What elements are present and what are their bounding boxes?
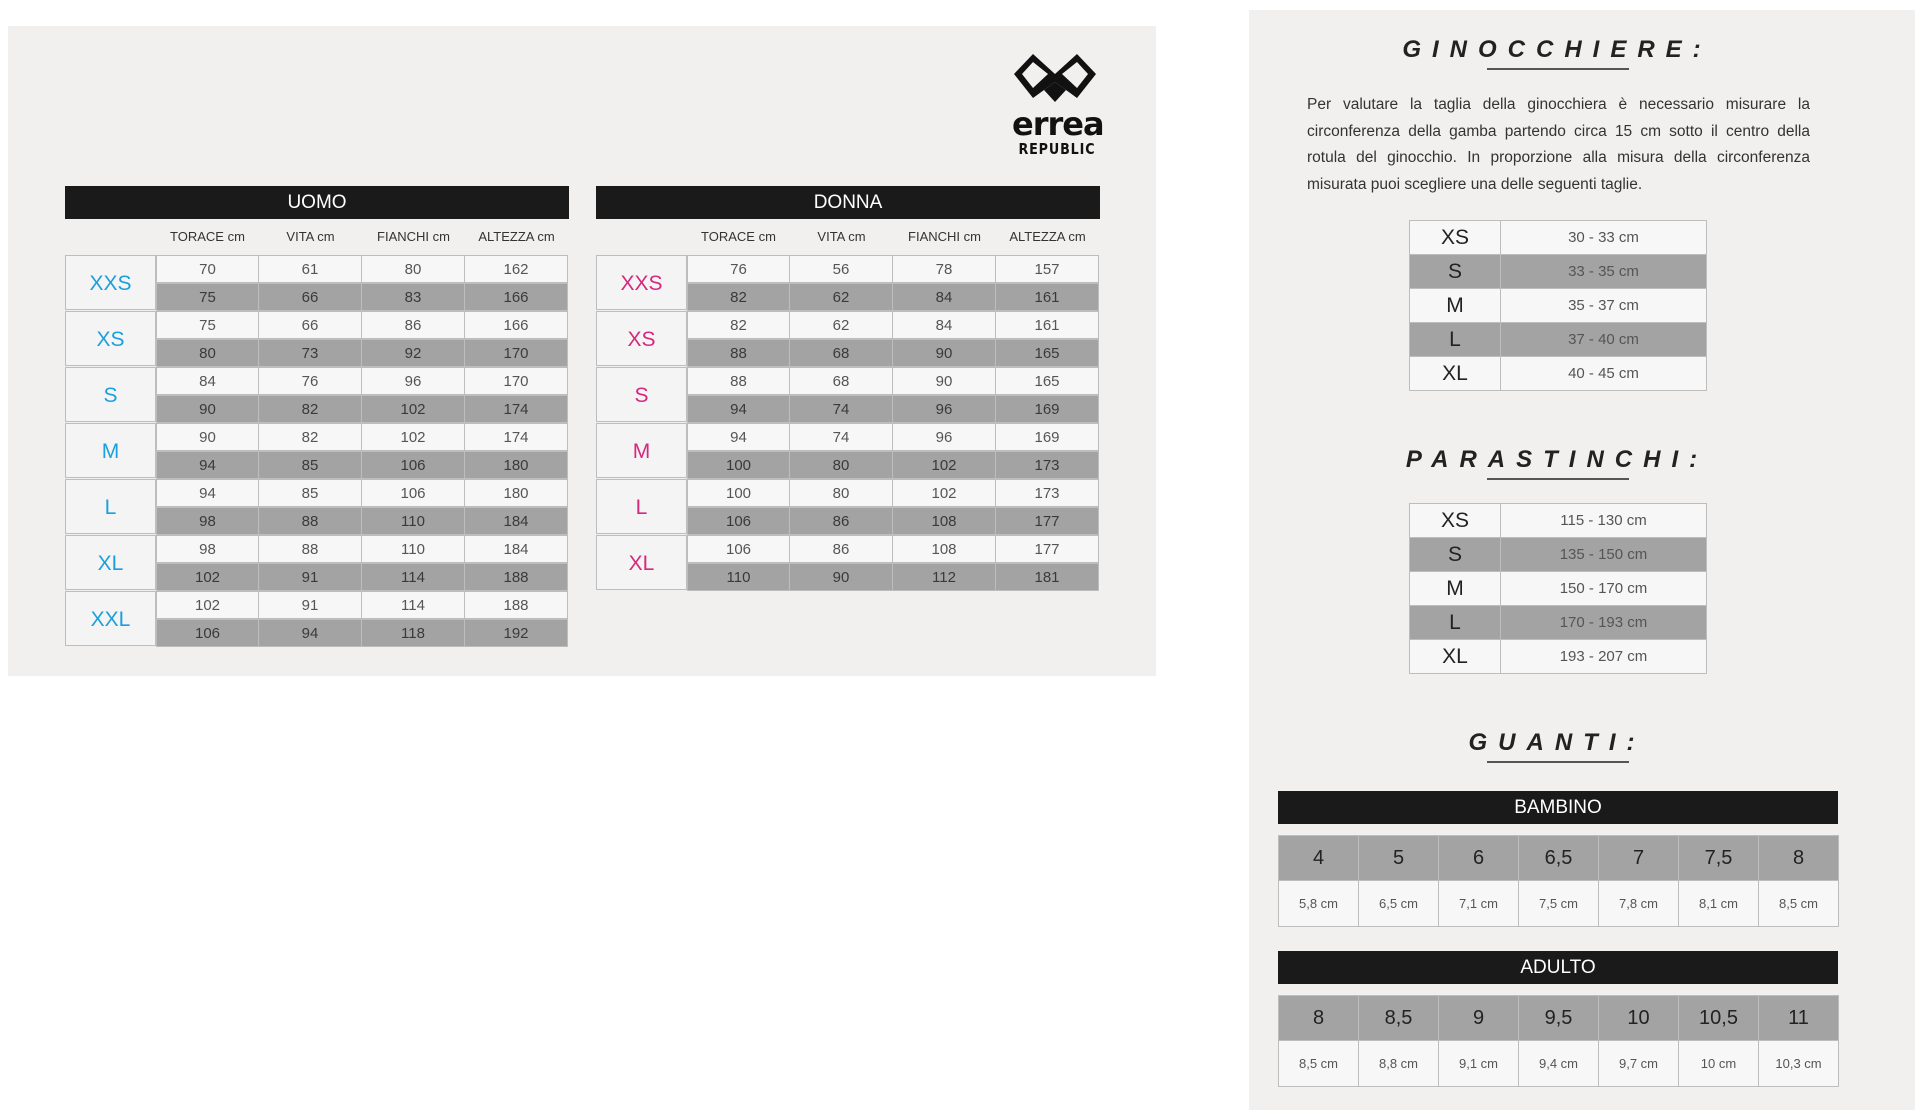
guanti-adulto-cm: 10 cm (1678, 1041, 1759, 1087)
parastinchi-size: XL (1409, 639, 1501, 674)
donna-measure-cell: 88 (687, 367, 790, 395)
guanti-adulto-size: 10 (1598, 995, 1679, 1041)
uomo-measure-cell: 96 (362, 367, 465, 395)
guanti-adulto-cell (1358, 995, 1439, 1087)
parastinchi-title: PARASTINCHI: (1405, 446, 1709, 473)
uomo-header-1: VITA cm (286, 229, 335, 244)
uomo-measure-cell: 84 (156, 367, 259, 395)
guanti-bambino-size: 8 (1758, 835, 1839, 881)
uomo-measure-cell: 70 (156, 255, 259, 283)
donna-measure-cell: 96 (893, 423, 996, 451)
uomo-measure-cell: 106 (362, 479, 465, 507)
ginocchiere-range: 40 - 45 cm (1500, 356, 1707, 391)
donna-measure-cell: 102 (893, 451, 996, 479)
uomo-measure-cell: 110 (362, 535, 465, 563)
donna-measure-cell: 78 (893, 255, 996, 283)
parastinchi-range: 150 - 170 cm (1500, 571, 1707, 606)
uomo-header-3: ALTEZZA cm (478, 229, 555, 244)
parastinchi-size: L (1409, 605, 1501, 640)
guanti-bambino-cell (1438, 835, 1519, 927)
ginocchiere-title: GINOCCHIERE: (1402, 36, 1712, 63)
guanti-adulto-cm: 8,8 cm (1358, 1041, 1439, 1087)
guanti-bambino-size: 5 (1358, 835, 1439, 881)
ginocchiere-range: 30 - 33 cm (1500, 220, 1707, 255)
donna-measure-cell: 88 (687, 339, 790, 367)
donna-measure-cell: 169 (996, 395, 1099, 423)
donna-header-2: FIANCHI cm (908, 229, 981, 244)
donna-size-label: L (596, 479, 687, 534)
donna-measure-cell: 100 (687, 451, 790, 479)
donna-measure-cell: 86 (790, 535, 893, 563)
donna-measure-cell: 106 (687, 535, 790, 563)
uomo-measure-cell: 162 (465, 255, 568, 283)
uomo-size-label: S (65, 367, 156, 422)
donna-size-label: XL (596, 535, 687, 590)
donna-measure-cell: 68 (790, 339, 893, 367)
donna-size-table (596, 186, 1100, 586)
uomo-measure-cell: 90 (156, 395, 259, 423)
uomo-measure-cell: 85 (259, 479, 362, 507)
uomo-measure-cell: 91 (259, 563, 362, 591)
ginocchiere-size: XS (1409, 220, 1501, 255)
donna-measure-cell: 86 (790, 507, 893, 535)
uomo-measure-cell: 166 (465, 283, 568, 311)
guanti-adulto-size: 9 (1438, 995, 1519, 1041)
donna-measure-cell: 90 (893, 339, 996, 367)
guanti-bambino-size: 6 (1438, 835, 1519, 881)
uomo-measure-cell: 118 (362, 619, 465, 647)
uomo-measure-cell: 90 (156, 423, 259, 451)
guanti-adulto-cm: 8,5 cm (1278, 1041, 1359, 1087)
donna-measure-cell: 165 (996, 339, 1099, 367)
parastinchi-row (1409, 605, 1707, 639)
donna-measure-cell: 102 (893, 479, 996, 507)
uomo-title: UOMO (65, 186, 569, 219)
donna-measure-cell: 84 (893, 283, 996, 311)
guanti-adulto-cell (1518, 995, 1599, 1087)
uomo-size-table (65, 186, 569, 642)
donna-header-0: TORACE cm (701, 229, 776, 244)
uomo-measure-cell: 94 (156, 451, 259, 479)
donna-measure-cell: 82 (687, 283, 790, 311)
uomo-measure-cell: 61 (259, 255, 362, 283)
guanti-bambino-cm: 5,8 cm (1278, 881, 1359, 927)
donna-measure-cell: 161 (996, 283, 1099, 311)
uomo-measure-cell: 94 (259, 619, 362, 647)
uomo-size-label: L (65, 479, 156, 534)
guanti-bambino-size: 7 (1598, 835, 1679, 881)
guanti-bambino-cm: 7,5 cm (1518, 881, 1599, 927)
uomo-size-label: XXS (65, 255, 156, 310)
guanti-bambino-cell (1358, 835, 1439, 927)
uomo-measure-cell: 66 (259, 283, 362, 311)
uomo-measure-cell: 75 (156, 283, 259, 311)
donna-measure-cell: 181 (996, 563, 1099, 591)
uomo-measure-cell: 102 (362, 423, 465, 451)
uomo-measure-cell: 80 (362, 255, 465, 283)
donna-size-label: M (596, 423, 687, 478)
donna-measure-cell: 157 (996, 255, 1099, 283)
guanti-title: GUANTI: (1468, 729, 1646, 756)
uomo-measure-cell: 184 (465, 535, 568, 563)
donna-title: DONNA (596, 186, 1100, 219)
ginocchiere-range: 33 - 35 cm (1500, 254, 1707, 289)
donna-header-1: VITA cm (817, 229, 866, 244)
guanti-bambino-cell (1278, 835, 1359, 927)
guanti-adulto-size: 9,5 (1518, 995, 1599, 1041)
uomo-measure-cell: 98 (156, 507, 259, 535)
guanti-bambino-cm: 8,5 cm (1758, 881, 1839, 927)
donna-measure-cell: 173 (996, 451, 1099, 479)
uomo-measure-cell: 170 (465, 367, 568, 395)
uomo-measure-cell: 106 (156, 619, 259, 647)
uomo-measure-cell: 75 (156, 311, 259, 339)
ginocchiere-size: M (1409, 288, 1501, 323)
uomo-measure-cell: 180 (465, 451, 568, 479)
ginocchiere-row (1409, 288, 1707, 322)
donna-measure-cell: 96 (893, 395, 996, 423)
guanti-adulto-cells (1278, 995, 1838, 1087)
guanti-adulto-cell (1278, 995, 1359, 1087)
donna-measure-cell: 108 (893, 535, 996, 563)
uomo-measure-cell: 188 (465, 591, 568, 619)
guanti-adulto-size: 11 (1758, 995, 1839, 1041)
guanti-bambino-cell (1598, 835, 1679, 927)
guanti-adulto-cm: 9,4 cm (1518, 1041, 1599, 1087)
uomo-measure-cell: 86 (362, 311, 465, 339)
uomo-measure-cell: 170 (465, 339, 568, 367)
uomo-measure-cell: 98 (156, 535, 259, 563)
donna-measure-cell: 108 (893, 507, 996, 535)
donna-measure-cell: 74 (790, 395, 893, 423)
uomo-measure-cell: 114 (362, 591, 465, 619)
guanti-bambino-table (1278, 791, 1838, 927)
uomo-measure-cell: 114 (362, 563, 465, 591)
donna-measure-cell: 177 (996, 507, 1099, 535)
ginocchiere-row (1409, 322, 1707, 356)
guanti-bambino-cm: 8,1 cm (1678, 881, 1759, 927)
guanti-bambino-cell (1758, 835, 1839, 927)
parastinchi-row (1409, 503, 1707, 537)
donna-headers (596, 219, 1100, 255)
uomo-measure-cell: 85 (259, 451, 362, 479)
guanti-bambino-title: BAMBINO (1278, 791, 1838, 824)
uomo-measure-cell: 166 (465, 311, 568, 339)
ginocchiere-range: 37 - 40 cm (1500, 322, 1707, 357)
donna-header-3: ALTEZZA cm (1009, 229, 1086, 244)
donna-measure-cell: 84 (893, 311, 996, 339)
ginocchiere-size-table (1409, 220, 1707, 390)
donna-size-label: S (596, 367, 687, 422)
parastinchi-range: 135 - 150 cm (1500, 537, 1707, 572)
ginocchiere-size: S (1409, 254, 1501, 289)
guanti-adulto-size: 8 (1278, 995, 1359, 1041)
ginocchiere-row (1409, 254, 1707, 288)
uomo-measure-cell: 91 (259, 591, 362, 619)
donna-measure-cell: 177 (996, 535, 1099, 563)
logo-wordmark: errea (1012, 105, 1104, 143)
donna-measure-cell: 90 (893, 367, 996, 395)
ginocchiere-underline (1487, 68, 1629, 70)
uomo-measure-cell: 82 (259, 395, 362, 423)
guanti-bambino-cells (1278, 835, 1838, 927)
donna-measure-cell: 94 (687, 423, 790, 451)
donna-measure-cell: 76 (687, 255, 790, 283)
guanti-adulto-cm: 9,7 cm (1598, 1041, 1679, 1087)
guanti-bambino-size: 7,5 (1678, 835, 1759, 881)
logo-subtitle: REPUBLIC (1018, 140, 1096, 158)
guanti-adulto-size: 10,5 (1678, 995, 1759, 1041)
guanti-adulto-cell (1438, 995, 1519, 1087)
parastinchi-underline (1487, 478, 1629, 480)
uomo-header-0: TORACE cm (170, 229, 245, 244)
uomo-measure-cell: 184 (465, 507, 568, 535)
donna-measure-cell: 82 (687, 311, 790, 339)
donna-measure-cell: 68 (790, 367, 893, 395)
parastinchi-range: 193 - 207 cm (1500, 639, 1707, 674)
uomo-measure-cell: 88 (259, 507, 362, 535)
guanti-bambino-cell (1518, 835, 1599, 927)
ginocchiere-row (1409, 220, 1707, 254)
uomo-measure-cell: 66 (259, 311, 362, 339)
donna-measure-cell: 62 (790, 311, 893, 339)
ginocchiere-size: L (1409, 322, 1501, 357)
guanti-adulto-cell (1598, 995, 1679, 1087)
uomo-measure-cell: 76 (259, 367, 362, 395)
uomo-measure-cell: 92 (362, 339, 465, 367)
uomo-size-label: XL (65, 535, 156, 590)
donna-measure-cell: 80 (790, 451, 893, 479)
parastinchi-range: 115 - 130 cm (1500, 503, 1707, 538)
uomo-measure-cell: 188 (465, 563, 568, 591)
ginocchiere-row (1409, 356, 1707, 390)
uomo-size-label: XS (65, 311, 156, 366)
uomo-measure-cell: 102 (362, 395, 465, 423)
uomo-measure-cell: 102 (156, 591, 259, 619)
donna-size-label: XS (596, 311, 687, 366)
parastinchi-row (1409, 571, 1707, 605)
uomo-headers (65, 219, 569, 255)
uomo-measure-cell: 82 (259, 423, 362, 451)
guanti-adulto-cm: 9,1 cm (1438, 1041, 1519, 1087)
donna-measure-cell: 112 (893, 563, 996, 591)
donna-measure-cell: 56 (790, 255, 893, 283)
guanti-underline (1487, 761, 1629, 763)
guanti-adulto-cell (1678, 995, 1759, 1087)
parastinchi-row (1409, 639, 1707, 673)
guanti-adulto-cm: 10,3 cm (1758, 1041, 1839, 1087)
guanti-adulto-table (1278, 951, 1838, 1087)
donna-measure-cell: 110 (687, 563, 790, 591)
donna-measure-cell: 169 (996, 423, 1099, 451)
ginocchiere-range: 35 - 37 cm (1500, 288, 1707, 323)
donna-measure-cell: 90 (790, 563, 893, 591)
uomo-measure-cell: 180 (465, 479, 568, 507)
ginocchiere-size: XL (1409, 356, 1501, 391)
guanti-adulto-size: 8,5 (1358, 995, 1439, 1041)
uomo-measure-cell: 73 (259, 339, 362, 367)
guanti-adulto-cell (1758, 995, 1839, 1087)
donna-size-label: XXS (596, 255, 687, 310)
guanti-bambino-cell (1678, 835, 1759, 927)
donna-measure-cell: 80 (790, 479, 893, 507)
guanti-bambino-cm: 7,1 cm (1438, 881, 1519, 927)
uomo-measure-cell: 174 (465, 423, 568, 451)
uomo-measure-cell: 88 (259, 535, 362, 563)
parastinchi-size: M (1409, 571, 1501, 606)
parastinchi-size-table (1409, 503, 1707, 673)
donna-measure-cell: 100 (687, 479, 790, 507)
parastinchi-range: 170 - 193 cm (1500, 605, 1707, 640)
ginocchiere-description: Per valutare la taglia della ginocchiera è necessario misurare la circonferenza della gamba partendo circa 15 cm sotto il centro della rotula del ginocchio. In proporzione alla misura della circonferenza misurata puoi scegliere una delle seguenti taglie. (1307, 96, 1810, 193)
guanti-bambino-size: 4 (1278, 835, 1359, 881)
uomo-measure-cell: 110 (362, 507, 465, 535)
uomo-size-label: M (65, 423, 156, 478)
uomo-measure-cell: 94 (156, 479, 259, 507)
uomo-measure-cell: 83 (362, 283, 465, 311)
guanti-bambino-size: 6,5 (1518, 835, 1599, 881)
uomo-measure-cell: 174 (465, 395, 568, 423)
uomo-measure-cell: 80 (156, 339, 259, 367)
uomo-header-2: FIANCHI cm (377, 229, 450, 244)
donna-measure-cell: 161 (996, 311, 1099, 339)
uomo-measure-cell: 102 (156, 563, 259, 591)
parastinchi-row (1409, 537, 1707, 571)
errea-logo (1012, 52, 1104, 162)
uomo-measure-cell: 192 (465, 619, 568, 647)
donna-measure-cell: 106 (687, 507, 790, 535)
donna-measure-cell: 62 (790, 283, 893, 311)
donna-measure-cell: 173 (996, 479, 1099, 507)
donna-measure-cell: 74 (790, 423, 893, 451)
parastinchi-size: XS (1409, 503, 1501, 538)
donna-measure-cell: 94 (687, 395, 790, 423)
donna-measure-cell: 165 (996, 367, 1099, 395)
parastinchi-size: S (1409, 537, 1501, 572)
guanti-bambino-cm: 6,5 cm (1358, 881, 1439, 927)
guanti-bambino-cm: 7,8 cm (1598, 881, 1679, 927)
guanti-adulto-title: ADULTO (1278, 951, 1838, 984)
uomo-measure-cell: 106 (362, 451, 465, 479)
errea-diamond-icon (1012, 52, 1098, 112)
uomo-size-label: XXL (65, 591, 156, 646)
